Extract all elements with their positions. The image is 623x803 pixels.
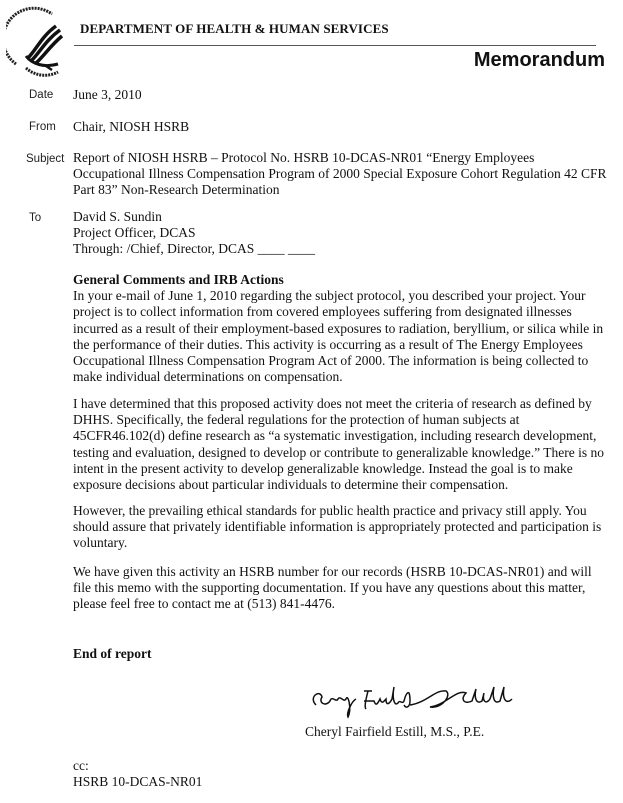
paragraph-4 <box>73 564 613 613</box>
subject-line: Occupational Illness Compensation Program of 2000 Special Exposure Cohort Regulation 42 CFR <box>73 166 607 181</box>
subject-label: Subject <box>26 153 65 165</box>
body-line: I have determined that this proposed activity does not meet the criteria of research as defined by <box>73 396 592 411</box>
signer-name: Cheryl Fairfield Estill, M.S., P.E. <box>305 724 485 739</box>
department-name: DEPARTMENT OF HEALTH & HUMAN SERVICES <box>80 21 389 36</box>
date-label: Date <box>29 89 54 101</box>
body-line: please feel free to contact me at (513) 841-4476. <box>73 596 336 612</box>
body-line: incurred as a result of their employment-based exposures to radiation, beryllium, or silica while in <box>73 320 604 336</box>
to-value <box>73 209 603 257</box>
cc-block <box>73 758 202 790</box>
recipient-title: Project Officer, DCAS <box>73 225 196 240</box>
subject-line: Report of NIOSH HSRB – Protocol No. HSRB 10-DCAS-NR01 “Energy Employees <box>73 150 535 165</box>
body-line: testing and evaluation, designed to develop or contribute to generalizable knowledge.” There is no <box>73 444 604 460</box>
end-of-report: End of report <box>73 646 152 661</box>
paragraph-2 <box>73 396 613 493</box>
body-line: file this memo with the supporting documentation. If you have any questions about this matter, <box>73 580 586 596</box>
body-line: voluntary. <box>73 535 128 551</box>
cc-value: HSRB 10-DCAS-NR01 <box>73 774 203 789</box>
document-type-title: Memorandum <box>473 49 605 71</box>
from-label: From <box>29 121 56 133</box>
body-line: make individual determinations on compensation. <box>73 369 343 385</box>
body-line: We have given this activity an HSRB number for our records (HSRB 10-DCAS-NR01) and will <box>73 564 592 579</box>
body-line: intent in the present activity to develop generalizable knowledge. Instead the goal is to make <box>73 460 573 476</box>
hhs-eagle-seal-icon <box>6 6 70 78</box>
body-line: DHHS. Specifically, the federal regulations for the protection of human subjects at <box>73 412 520 428</box>
subject-value <box>73 150 607 198</box>
body-line: should assure that privately identifiable information is appropriately protected and participation is <box>73 519 602 535</box>
body-line: project is to collect information from covered employees suffering from designated illnesses <box>73 304 572 320</box>
handwritten-signature-icon <box>306 683 526 723</box>
date-value: June 3, 2010 <box>73 87 142 102</box>
body-line: the performance of their duties. This activity is occurring as a result of The Energy Employees <box>73 336 583 352</box>
body-line: However, the prevailing ethical standards for public health practice and privacy still apply. You <box>73 503 587 518</box>
header-divider <box>74 45 596 46</box>
from-value: Chair, NIOSH HSRB <box>73 119 190 134</box>
cc-label: cc: <box>73 758 89 773</box>
body-line: In your e-mail of June 1, 2010 regarding the subject protocol, you described your project. Your <box>73 288 586 304</box>
recipient-name: David S. Sundin <box>73 209 162 224</box>
paragraph-3 <box>73 503 613 552</box>
subject-line: Part 83” Non-Research Determination <box>73 182 280 197</box>
to-label: To <box>29 212 42 224</box>
recipient-through: Through: /Chief, Director, DCAS ____ ____ <box>73 241 316 256</box>
paragraph-1 <box>73 272 613 385</box>
body-line: 45CFR46.102(d) define research as “a systematic investigation, including research development, <box>73 428 597 444</box>
section-heading: General Comments and IRB Actions <box>73 272 284 287</box>
body-line: exposure decisions about particular individuals to determine their compensation. <box>73 477 509 493</box>
body-line: Occupational Illness Compensation Program Act of 2000. The information is being collected to <box>73 353 589 369</box>
